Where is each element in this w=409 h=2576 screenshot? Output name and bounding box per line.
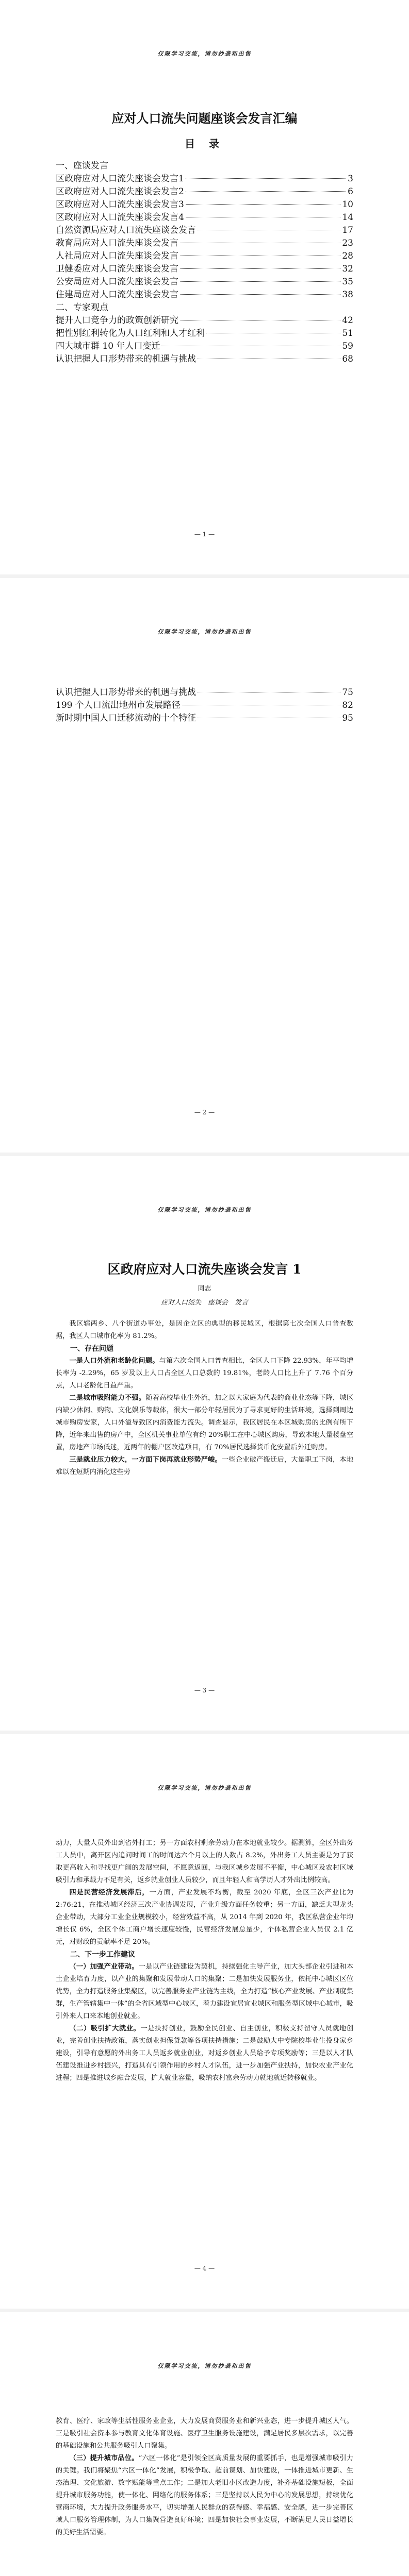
paragraph-lead: 三是就业压力较大，一方面下岗再就业形势严峻。 [69,1456,222,1464]
toc-entry[interactable] [56,263,353,276]
toc-list [56,160,353,366]
page-4 [0,1734,409,2312]
page-header: 仅限学习交流，请勿抄袭和出售 [157,1207,252,1213]
paragraph: 动力，大量人员外出到省外打工；另一方面农村剩余劳动力在本地就业较少。据测算，全区外出务工人员中，离开区内追问时间工的时间达六个月以上的人数占 8.2%，外出务工人员主要是为了获取更高收入和寻找更广阔的发展空间，不愿意返回，与我区城乡发展不平衡，中心城区及农村区域吸引力和承载力不足有关，返乡就业创业人员较少，而且年轻人和高学历人才外出比例较高。 [56,1839,353,1884]
page-number: — 4 — [194,2265,215,2272]
page-header: 仅限学习交流，请勿抄袭和出售 [157,629,252,635]
page-3 [0,1156,409,1734]
toc-entry-label: 人社局应对人口流失座谈会发言 [56,251,178,261]
paragraph-text: 随着高校毕业生外流，加之以大家庭为代表的商业业态等下降，城区内缺少休闲、购物、文化娱乐等载体，很大一部分年轻居民为了寻求更好的生活环境，选择到周边城市购房安家，人口外溢导致区内消费能力流失。调查显示，我区居民在本区城购房的比例有所下降，近年来出售的房产中，全区机关事业单位有约 20%职工在中心城区购房，导致本地大量楼盘空置，房地产市场低迷，近两年的棚户区改造项目，有 70%居民选择货币化安置后外迁购房。 [56,1394,354,1451]
paragraph-lead: 二是城市吸附能力不强。 [69,1394,146,1402]
toc-entry-page: 38 [342,290,353,300]
toc-entry-label: 区政府应对人口流失座谈会发言4 [56,212,184,223]
paragraph-lead: 四是民营经济发展滞后， [69,1889,150,1896]
toc-leader-dots [186,204,341,205]
toc-entry-page: 82 [342,700,353,710]
toc-entry-label: 把性别红利转化为人口红利和人才红利 [56,328,205,338]
toc-leader-dots [180,281,340,282]
toc-entry-page: 17 [342,225,353,235]
toc-entry[interactable] [56,314,353,327]
toc-entry[interactable] [56,224,353,237]
paragraph [56,2023,353,2084]
article-body [56,2415,353,2539]
toc-entry[interactable] [56,712,353,725]
toc-entry-page: 32 [342,264,353,274]
paragraph-text: “六区一体化”是引领全区高质量发展的重要抓手，也是增强城市吸引力的关键。我们将聚焦“六区一体化”发展，积极争取、超前谋划、加快建设，一体推进城市更新、生态治理、文化旅游、数字赋能等重点工作；二是加大老旧小区改造力度，补齐基础设施短板，全面提升城市服务功能，使一体化、网络化的服务体系；三是坚持以人民为中心的发展思想，持续优化营商环境，大力提升政务服务水平，切实增强人民群众的获得感、幸福感、安全感，进一步完善区域人口服务管理体制，为人口集聚营造良好环境；四是加快社会事业发展，不断满足人民日益增长的美好生活需要。 [56,2454,354,2536]
toc-entry-page: 35 [342,277,353,287]
toc-entry[interactable] [56,340,353,353]
paragraph-lead: （二）吸引扩大就业。 [69,2025,141,2032]
toc-entry-label: 自然资源局应对人口流失座谈会发言 [56,225,196,235]
toc-entry-label: 认识把握人口形势带来的机遇与挑战 [56,354,196,364]
toc-entry[interactable] [56,699,353,712]
paragraph-text: 与第六次全国人口普查相比，全区人口下降 22.93%，年平均增长率为 -2.29%，65 岁及以上人口占全区人口总数的 19.81%，老龄人口比上升了 7.76 个百分点，人口老龄化日益严重。 [56,1357,354,1389]
paragraph-text: 一些企业破产搬迁后，大量职工下岗，本地难以在短期内消化这些劳 [56,1456,354,1476]
toc-entry-page: 28 [342,251,353,261]
toc-entry-label: 199 个人口流出地州市发展路径 [56,700,181,710]
toc-entry[interactable] [56,289,353,301]
paragraph: 教育、医疗、家政等生活性服务业企业，大力发展商贸服务业和新兴业态，进一步提升城区人气。三是吸引社会资本参与教育文化体育设施、医疗卫生服务设施建设，满足居民多层次需求，以完善的基础设施和公共服务吸引人口聚集。 [56,2417,353,2450]
toc-entry-label: 区政府应对人口流失座谈会发言2 [56,187,184,197]
toc-section-heading: 一、座谈发言 [56,161,108,171]
toc-entry-page: 51 [342,328,353,338]
article-keywords: 应对人口流失 座谈会 发言 [160,1299,248,1307]
toc-list-continued [56,686,353,725]
paragraph-lead: （三）提升城市品位。 [69,2454,139,2462]
page-number: — 1 — [194,531,215,538]
toc-entry-label: 四大城市群 10 年人口变迁 [56,341,160,351]
article-body [56,1259,353,1479]
toc-entry-label: 公安局应对人口流失座谈会发言 [56,277,178,287]
toc-entry-label: 提升人口竞争力的政策创新研究 [56,315,178,326]
toc-entry[interactable] [56,686,353,699]
page-header: 仅限学习交流，请勿抄袭和出售 [157,1785,252,1791]
toc-entry-label: 卫健委应对人口流失座谈会发言 [56,264,178,274]
toc-entry[interactable] [56,185,353,198]
page-2 [0,578,409,1156]
toc-content [56,108,353,366]
paragraph [56,1454,353,1479]
paragraph-text: 一是扶持创业，鼓励全民创业、自主创业，积极支持留守人员就地创业，完善创业扶持政策，落实创业担保贷款等各项扶持措施；二是鼓励大中专院校毕业生投身家乡建设，引导有意愿的外出务工人员返乡就业创业，对返乡创业人员给予专项奖励等；三是以人才队伍建设推进乡村振兴，打造具有引领作用的乡村人才队伍，进一步加强产业扶持，加快农业产业化进程；四是推进城乡融合发展，扩大就业容量，吸纳农村富余劳动力就地就近转移就业。 [56,2025,354,2082]
paragraph [56,1355,353,1392]
section-heading: 一、存在问题 [70,1345,113,1353]
page-number: — 2 — [194,1109,215,1116]
paragraph-text: 一是以产业链建设为契机，持续强化主导产业，加大头部企业引进和本土企业培育力度，以产业的集聚和发展带动人口的集聚；二是加快发展服务业，依托中心城区区位优势，全力打造服务业集聚区，以完善服务业产业链为主线，全力打造“核心产业发展、产业制度集群，生产管辖集中一体”的全省区域型中心城区，着力建设宜居宜业城区和服务型区域中心城市，吸引外来人口来本地创业就业。 [56,1963,354,2020]
paragraph-lead: 一是人口外流和老龄化问题。 [69,1357,159,1365]
page-header: 仅限学习交流，请勿抄袭和出售 [157,50,252,57]
toc-entry[interactable] [56,211,353,224]
toc-entry-label: 区政府应对人口流失座谈会发言1 [56,174,184,184]
toc-entry-label: 教育局应对人口流失座谈会发言 [56,238,178,248]
toc-entry-label: 住建局应对人口流失座谈会发言 [56,290,178,300]
page-5 [0,2312,409,2576]
page-number: — 3 — [194,1687,215,1694]
article-author: 同志 [198,1285,211,1293]
page-1 [0,0,409,578]
article-title: 区政府应对人口流失座谈会发言 1 [107,1262,302,1277]
toc-entry-page: 10 [342,199,353,210]
section-heading: 二、下一步工作建议 [70,1951,135,1959]
paragraph-text: 一方面，产业发展不均衡，截至 2020 年底，全区三次产业比为 2:76:21，在推动城区经济三次产业协调发展，产业升级方面任务较重；另一方面，缺乏大型龙头企业带动，大部分工业企业规模较小，经营效益不高，从 2014 年到 2020 年，我区私营企业年均增长仅 6%，全区个体工商户增长速度较慢，民营经济发展总量少，个体私营企业人员仅 2.1 亿元，对财政的贡献率不足 20%。 [56,1889,354,1946]
toc-entry-page: 3 [348,174,353,184]
page-header: 仅限学习交流，请勿抄袭和出售 [157,2363,252,2369]
toc-leader-dots [180,294,340,295]
toc-entry-page: 42 [342,315,353,326]
toc-leader-dots [180,268,340,269]
toc-entry[interactable] [56,237,353,250]
toc-entry-label: 认识把握人口形势带来的机遇与挑战 [56,687,196,698]
paragraph [56,1961,353,2023]
paragraph [56,1887,353,1948]
paragraph [56,2452,353,2539]
toc-title: 目 录 [185,138,224,150]
toc-leader-dots [186,191,346,192]
paragraph [56,1392,353,1454]
toc-entry-page: 6 [348,187,353,197]
toc-entry[interactable] [56,250,353,263]
toc-entry-page: 59 [342,341,353,351]
toc-entry-label: 新时期中国人口迁移流动的十个特征 [56,713,196,723]
toc-entry[interactable] [56,198,353,211]
toc-leader-dots [186,178,346,179]
toc-entry[interactable] [56,353,353,366]
toc-entry-page: 23 [342,238,353,248]
toc-entry-page: 75 [342,687,353,698]
toc-entry[interactable] [56,276,353,289]
toc-entry-page: 68 [342,354,353,364]
toc-entry-label: 区政府应对人口流失座谈会发言3 [56,199,184,210]
document-title: 应对人口流失问题座谈会发言汇编 [111,111,298,126]
paragraph-lead: （一）加强产业带动。 [69,1963,139,1971]
toc-section-heading: 二、专家观点 [56,302,108,313]
toc-entry[interactable] [56,327,353,340]
toc-entry[interactable] [56,173,353,185]
toc-entry-page: 95 [342,713,353,723]
intro-paragraph: 我区辖两乡、八个街道办事处，是因企立区的典型的移民城区，根据第七次全国人口普查数据，我区人口城市化率为 81.2%。 [56,1320,353,1340]
article-body [56,1837,353,2084]
toc-entry-page: 14 [342,212,353,223]
